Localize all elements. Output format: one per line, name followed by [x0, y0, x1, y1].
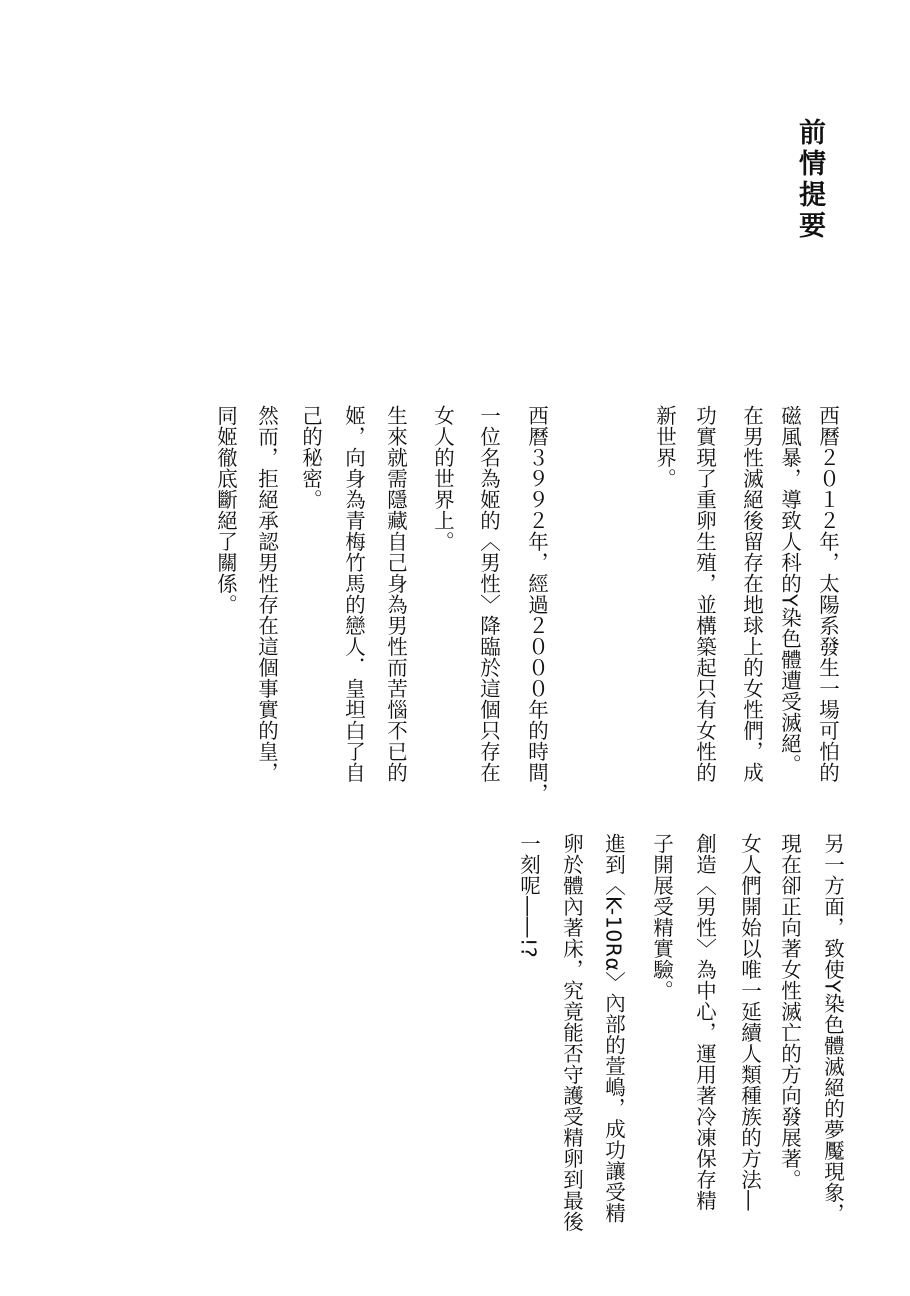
text-column: 女人們開始以唯一延續人類種族的方法―	[737, 833, 762, 1211]
text-column: 進到〈K-10Rα〉內部的萱嶋，成功讓受精	[601, 833, 626, 1224]
text-column: 同姬徹底斷絕了關係。	[213, 405, 238, 615]
text-column: 西曆３９９２年，經過２０００年的時間，	[524, 405, 549, 804]
text-column: 在男性滅絕後留存在地球上的女性們，成	[739, 405, 764, 783]
text-column: 女人的世界上。	[430, 405, 455, 552]
text-column: 姬，向身為青梅竹馬的戀人．皇坦白了自	[341, 405, 366, 783]
text-column: 磁風暴，導致人科的Y染色體遭受滅絕。	[777, 405, 802, 776]
text-column: 卵於體內著床，究竟能否守護受精卵到最後	[559, 833, 584, 1232]
text-column: 新世界。	[652, 405, 677, 489]
text-column: 創造〈男性〉為中心，運用著冷凍保存精	[692, 833, 717, 1211]
text-column: 現在卻正向著女性滅亡的方向發展著。	[777, 833, 802, 1190]
text-column: 子開展受精實驗。	[649, 833, 674, 1001]
text-column: 己的秘密。	[298, 405, 323, 510]
text-column: 一位名為姬的〈男性〉降臨於這個只存在	[476, 405, 501, 783]
text-column: 功實現了重卵生殖，並構築起只有女性的	[692, 405, 717, 783]
text-column: 另一方面，致使Y染色體滅絕的夢魘現象，	[820, 833, 845, 1225]
text-column: 生來就需隱藏自己身為男性而苦惱不已的	[383, 405, 408, 783]
page-title: 前情提要	[794, 118, 825, 242]
text-column: 一刻呢――!?	[516, 833, 541, 959]
text-column: 西曆２０１２年，太陽系發生一場可怕的	[815, 405, 840, 783]
text-column: 然而，拒絕承認男性存在這個事實的皇，	[254, 405, 279, 783]
